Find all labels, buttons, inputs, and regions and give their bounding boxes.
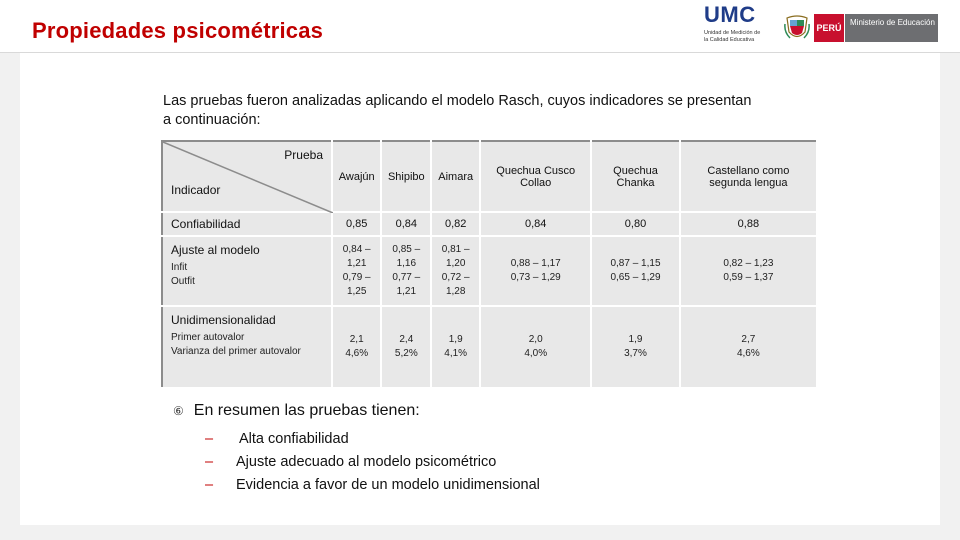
table-cell: 0,85 [332,212,381,236]
corner-indicador-label: Indicador [171,183,221,197]
umc-logo [700,2,766,52]
table-row-unidimensionalidad [162,306,817,388]
column-header-awajun: Awajún [332,141,381,212]
dash-bullet: – [205,477,214,493]
list-item [205,474,540,497]
table-cell: 0,84 [480,212,591,236]
summary-list [205,428,540,497]
table-cell: 0,84 [381,212,431,236]
row-label-unidimensionalidad: Unidimensionalidad Primer autovalor Varianza del primer autovalor [162,306,332,388]
corner-header-cell [162,141,332,212]
column-header-quechua-cusco: Quechua Cusco Collao [480,141,591,212]
column-header-shipibo: Shipibo [381,141,431,212]
table-cell: 1,9 3,7% [591,306,679,388]
summary-heading-text: En resumen las pruebas tienen: [193,402,420,419]
table-cell: 0,88 – 1,17 0,73 – 1,29 [480,236,591,306]
bullet-icon: ⑥ [173,404,184,418]
table-cell: 1,9 4,1% [431,306,480,388]
list-item-text: Ajuste adecuado al modelo psicométrico [236,454,497,470]
table-header-row [162,141,817,212]
rasch-indicators-table [161,140,818,389]
row-label-ajuste: Ajuste al modelo Infit Outfit [162,236,332,306]
dash-bullet: – [205,454,214,470]
slide-header [0,0,960,52]
slide-title: Propiedades psicométricas [32,18,324,43]
ministry-logo [814,14,938,42]
ministry-label: Ministerio de Educación [844,14,938,42]
umc-logo-subtitle: Unidad de Medición de la Calidad Educativa [704,30,761,43]
table-row-ajuste [162,236,817,306]
umc-logo-text: UMC [704,2,756,27]
table-cell: 0,87 – 1,15 0,65 – 1,29 [591,236,679,306]
row-label-confiabilidad: Confiabilidad [162,212,332,236]
table-cell: 0,80 [591,212,679,236]
list-item-text: Evidencia a favor de un modelo unidimensional [236,477,540,493]
list-item-text: Alta confiabilidad [239,431,349,447]
peru-label: PERÚ [814,14,844,42]
list-item [205,428,540,451]
dash-bullet: – [205,431,214,447]
table-cell: 2,1 4,6% [332,306,381,388]
intro-text: Las pruebas fueron analizadas aplicando el modelo Rasch, cuyos indicadores se presentan a continuación: [163,93,752,128]
table-cell: 0,81 – 1,20 0,72 – 1,28 [431,236,480,306]
table-cell: 0,85 – 1,16 0,77 – 1,21 [381,236,431,306]
table-cell: 0,82 [431,212,480,236]
table-row-confiabilidad [162,212,817,236]
table-cell: 0,88 [680,212,817,236]
table-cell: 2,4 5,2% [381,306,431,388]
summary-heading [173,402,420,420]
table-cell: 2,0 4,0% [480,306,591,388]
coat-of-arms-icon [784,14,810,42]
table-cell: 2,7 4,6% [680,306,817,388]
table-cell: 0,82 – 1,23 0,59 – 1,37 [680,236,817,306]
column-header-aimara: Aimara [431,141,480,212]
table-cell: 0,84 – 1,21 0,79 – 1,25 [332,236,381,306]
list-item [205,451,540,474]
corner-prueba-label: Prueba [284,148,323,162]
column-header-castellano: Castellano como segunda lengua [680,141,817,212]
column-header-quechua-chanka: Quechua Chanka [591,141,679,212]
